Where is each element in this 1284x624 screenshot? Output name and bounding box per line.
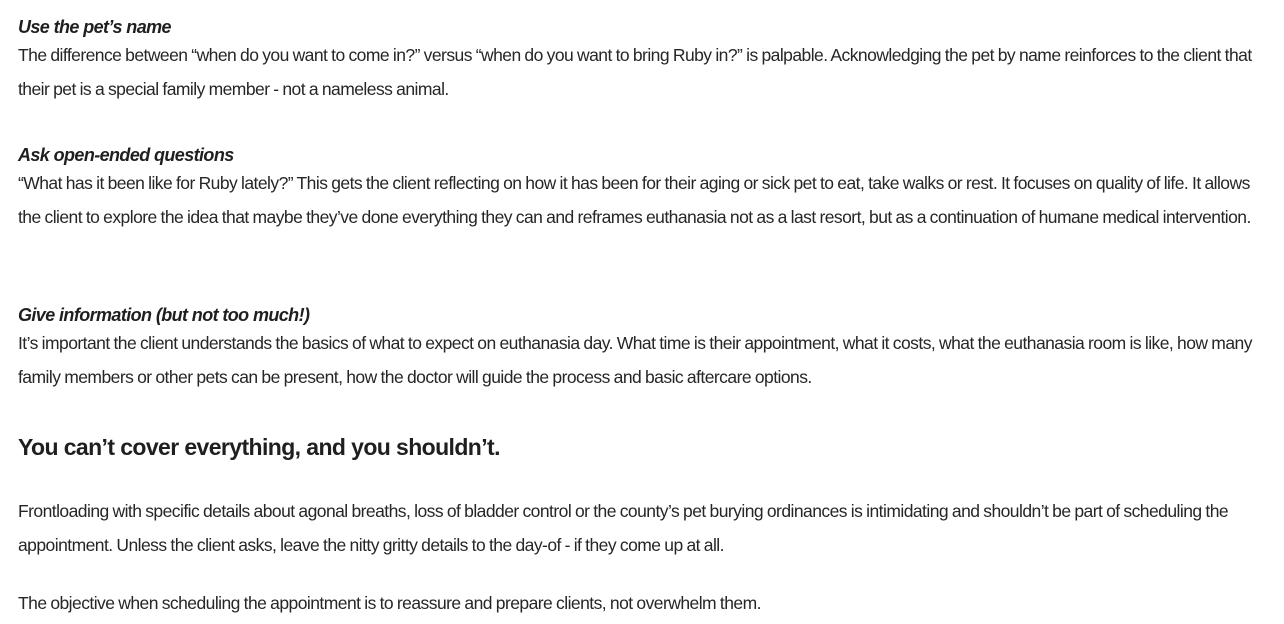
section-title: Give information (but not too much!): [18, 305, 310, 325]
section-give-information: [18, 304, 1258, 394]
section-use-pet-name: [18, 16, 1258, 106]
section-open-ended-questions: [18, 144, 1258, 234]
section-title: Ask open-ended questions: [18, 145, 234, 165]
section-body: It’s important the client understands the basics of what to expect on euthanasia day. What time is their appointment, what it costs, what the euthanasia room is like, how many family members or other pets can be present, how the doctor will guide the process and basic aftercare options.: [18, 333, 1252, 387]
paragraph-block: [18, 586, 1258, 620]
section-heading: You can’t cover everything, and you shouldn’t.: [18, 434, 500, 460]
paragraph: Frontloading with specific details about agonal breaths, loss of bladder control or the county’s pet burying ordinances is intimidating and shouldn’t be part of scheduling the appointment. Unless the client asks, leave the nitty gritty details to the day-of - if they come up at all.: [18, 501, 1229, 555]
paragraph-block: [18, 494, 1258, 562]
section-body: The difference between “when do you want to come in?” versus “when do you want to bring Ruby in?” is palpable. Acknowledging the pet by name reinforces to the client that their pet is a special family member - not a nameless animal.: [18, 45, 1252, 99]
section-body: “What has it been like for Ruby lately?” This gets the client reflecting on how it has been for their aging or sick pet to eat, take walks or rest. It focuses on quality of life. It allows the client to explore the idea that maybe they’ve done everything they can and reframes euthanasia not as a last resort, but as a continuation of humane medical intervention.: [18, 173, 1251, 227]
heading-block: [18, 432, 1258, 462]
section-title: Use the pet’s name: [18, 17, 171, 37]
paragraph: The objective when scheduling the appointment is to reassure and prepare clients, not overwhelm them.: [18, 593, 761, 613]
